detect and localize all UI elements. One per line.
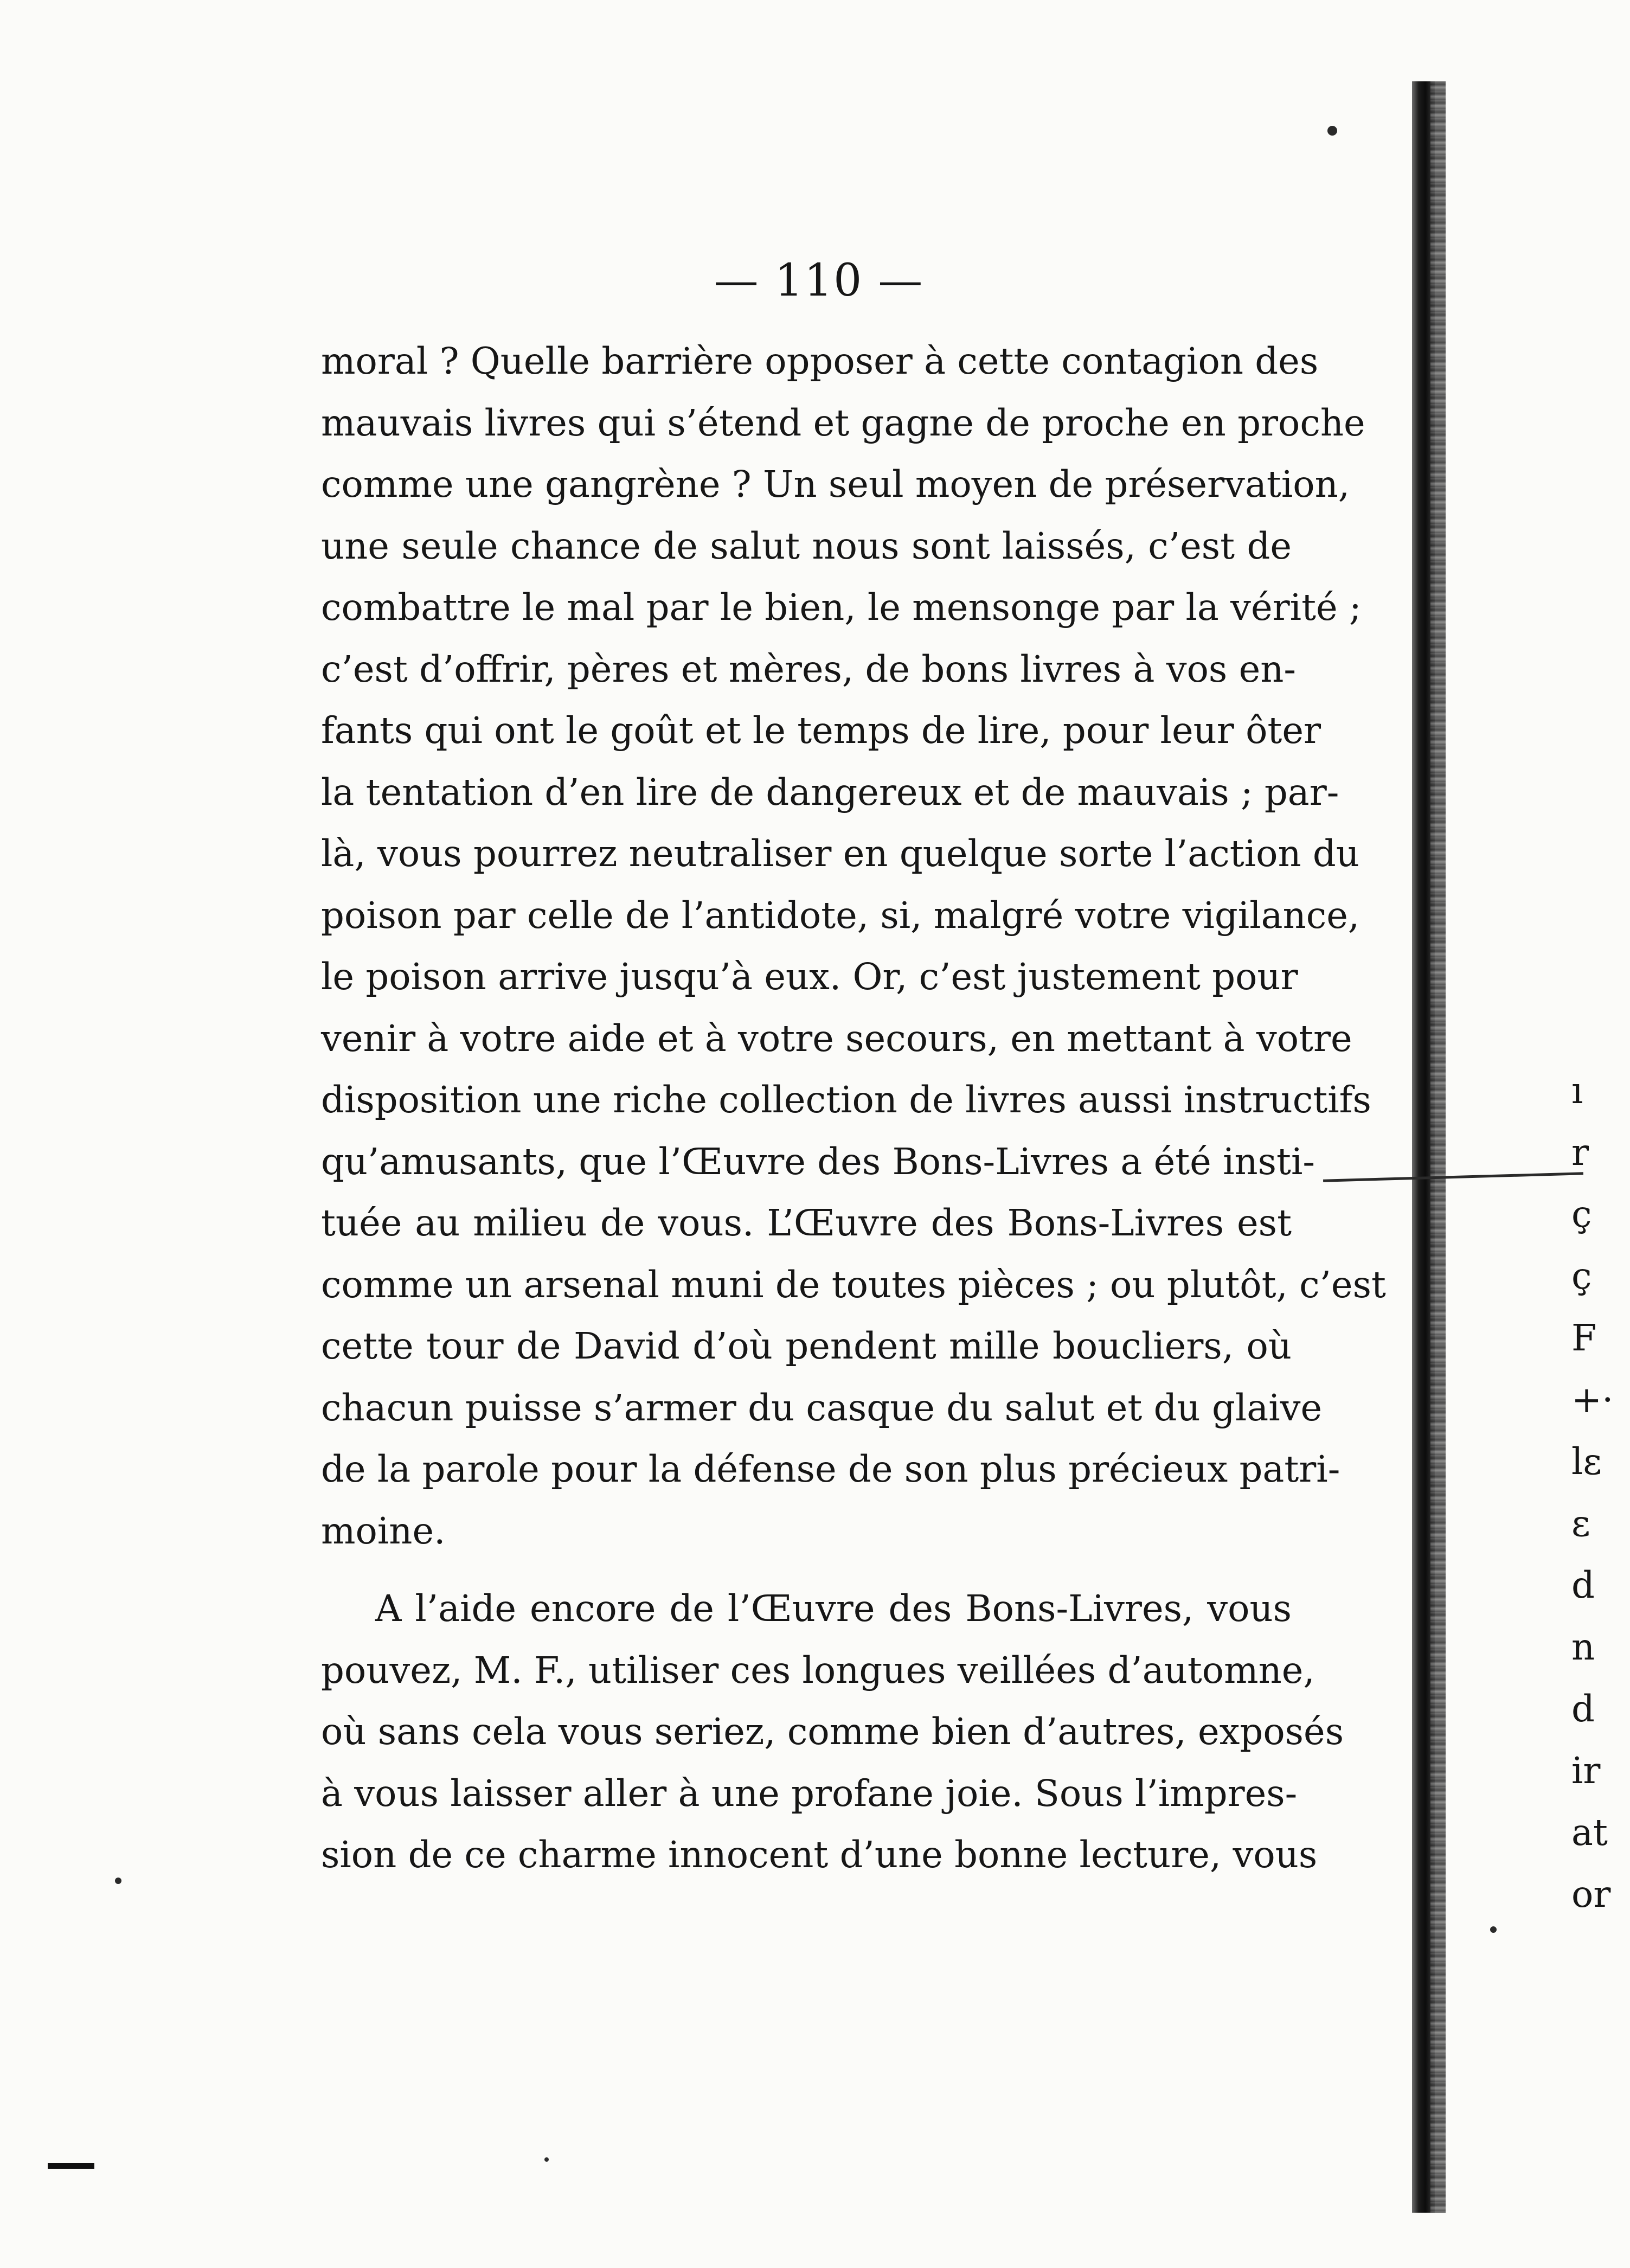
ink-speck	[1327, 126, 1337, 136]
text-line: cette tour de David d’où pendent mille boucliers, où	[321, 1325, 1292, 1367]
text-line: moine.	[321, 1509, 446, 1552]
text-line: qu’amusants, que l’Œuvre des Bons-Livres a été insti-	[321, 1140, 1315, 1183]
text-line: une seule chance de salut nous sont laissés, c’est de	[321, 524, 1292, 567]
text-line: le poison arrive jusqu’à eux. Or, c’est justement pour	[321, 956, 1298, 998]
text-line: moral ? Quelle barrière opposer à cette contagion des	[321, 340, 1319, 382]
text-line: fants qui ont le goût et le temps de lire, pour leur ôter	[321, 709, 1321, 752]
text-line: tuée au milieu de vous. L’Œuvre des Bons-Livres est	[321, 1202, 1292, 1244]
margin-fragment: F	[1571, 1317, 1597, 1359]
text-line: pouvez, M. F., utiliser ces longues veillées d’automne,	[321, 1649, 1315, 1692]
text-line: comme un arsenal muni de toutes pièces ; ou plutôt, c’est	[321, 1263, 1386, 1306]
margin-fragment: n	[1571, 1626, 1595, 1668]
text-line: mauvais livres qui s’étend et gagne de proche en proche	[321, 401, 1365, 444]
margin-fragment: ir	[1571, 1750, 1601, 1792]
ink-speck	[1490, 1926, 1497, 1933]
text-line: à vous laisser aller à une profane joie. Sous l’impres-	[321, 1772, 1298, 1815]
margin-fragment: r	[1571, 1131, 1589, 1174]
text-line: venir à votre aide et à votre secours, en mettant à votre	[321, 1017, 1352, 1060]
facing-page-fragments	[1571, 1060, 1630, 1925]
text-line: la tentation d’en lire de dangereux et de mauvais ; par-	[321, 771, 1339, 813]
ink-speck	[544, 2157, 549, 2162]
text-line: c’est d’offrir, pères et mères, de bons livres à vos en-	[321, 648, 1297, 690]
binding-edge	[1430, 81, 1446, 2213]
text-line: de la parole pour la défense de son plus précieux patri-	[321, 1448, 1340, 1490]
page-number: — 110 —	[714, 255, 924, 306]
margin-fragment: ı	[1571, 1069, 1583, 1112]
text-line: poison par celle de l’antidote, si, malgré votre vigilance,	[321, 894, 1360, 937]
margin-fragment: lε	[1571, 1440, 1602, 1483]
text-line: A l’aide encore de l’Œuvre des Bons-Livres, vous	[375, 1587, 1292, 1630]
margin-fragment: d	[1571, 1564, 1595, 1606]
text-line: sion de ce charme innocent d’une bonne lecture, vous	[321, 1834, 1318, 1876]
stray-rule	[1323, 1172, 1583, 1182]
margin-fragment: ε	[1571, 1502, 1590, 1545]
text-line: disposition une riche collection de livres aussi instructifs	[321, 1079, 1371, 1121]
margin-fragment: d	[1571, 1688, 1595, 1730]
ink-speck	[115, 1878, 121, 1884]
margin-fragment: ç	[1571, 1255, 1592, 1297]
text-line: combattre le mal par le bien, le mensonge par la vérité ;	[321, 586, 1362, 629]
text-line: où sans cela vous seriez, comme bien d’autres, exposés	[321, 1710, 1344, 1753]
body-text	[321, 331, 1386, 1886]
margin-fragment: at	[1571, 1811, 1608, 1854]
paragraph-gap	[321, 1562, 1292, 1578]
text-line: là, vous pourrez neutraliser en quelque sorte l’action du	[321, 832, 1359, 875]
margin-fragment: ç	[1571, 1193, 1592, 1235]
corner-mark	[48, 2163, 94, 2169]
text-line: comme une gangrène ? Un seul moyen de préservation,	[321, 463, 1350, 505]
margin-fragment: +·	[1571, 1379, 1614, 1421]
text-line: chacun puisse s’armer du casque du salut et du glaive	[321, 1386, 1323, 1429]
margin-fragment: or	[1571, 1873, 1611, 1915]
